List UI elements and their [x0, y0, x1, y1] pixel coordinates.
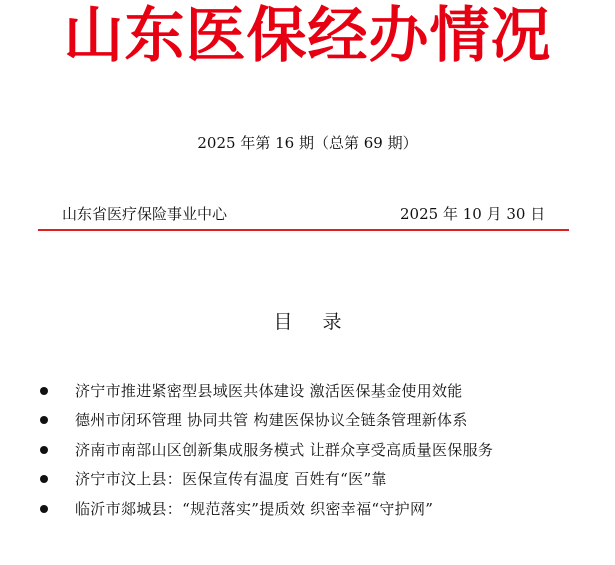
publisher-name: 山东省医疗保险事业中心 — [62, 205, 228, 223]
toc-item-text: 济宁市汶上县：医保宣传有温度 百姓有“医”靠 — [75, 470, 387, 489]
publication-date: 2025 年 10 月 30 日 — [400, 205, 546, 223]
bullet-icon — [40, 387, 48, 395]
toc-item-text: 济宁市推进紧密型县域医共体建设 激活医保基金使用效能 — [75, 381, 463, 400]
header-divider — [38, 229, 569, 231]
toc-item[interactable] — [40, 376, 600, 406]
bullet-icon — [40, 446, 48, 454]
bullet-icon — [40, 475, 48, 483]
toc-item[interactable] — [40, 494, 600, 524]
bullet-icon — [40, 505, 48, 513]
toc-item-text: 济南市南部山区创新集成服务模式 让群众享受高质量医保服务 — [75, 440, 494, 459]
toc-item[interactable] — [40, 465, 600, 495]
toc-item-text: 临沂市郯城县：“规范落实”提质效 织密幸福“守护网” — [75, 499, 434, 518]
toc-item[interactable] — [40, 435, 600, 465]
toc-item[interactable] — [40, 406, 600, 436]
toc-list — [40, 376, 600, 524]
issue-number: 2025 年第 16 期（总第 69 期） — [197, 134, 418, 152]
masthead-title: 山东医保经办情况 — [63, 1, 552, 71]
toc-item-text: 德州市闭环管理 协同共管 构建医保协议全链条管理新体系 — [75, 411, 468, 430]
bullet-icon — [40, 416, 48, 424]
toc-title: 目 录 — [273, 311, 354, 333]
